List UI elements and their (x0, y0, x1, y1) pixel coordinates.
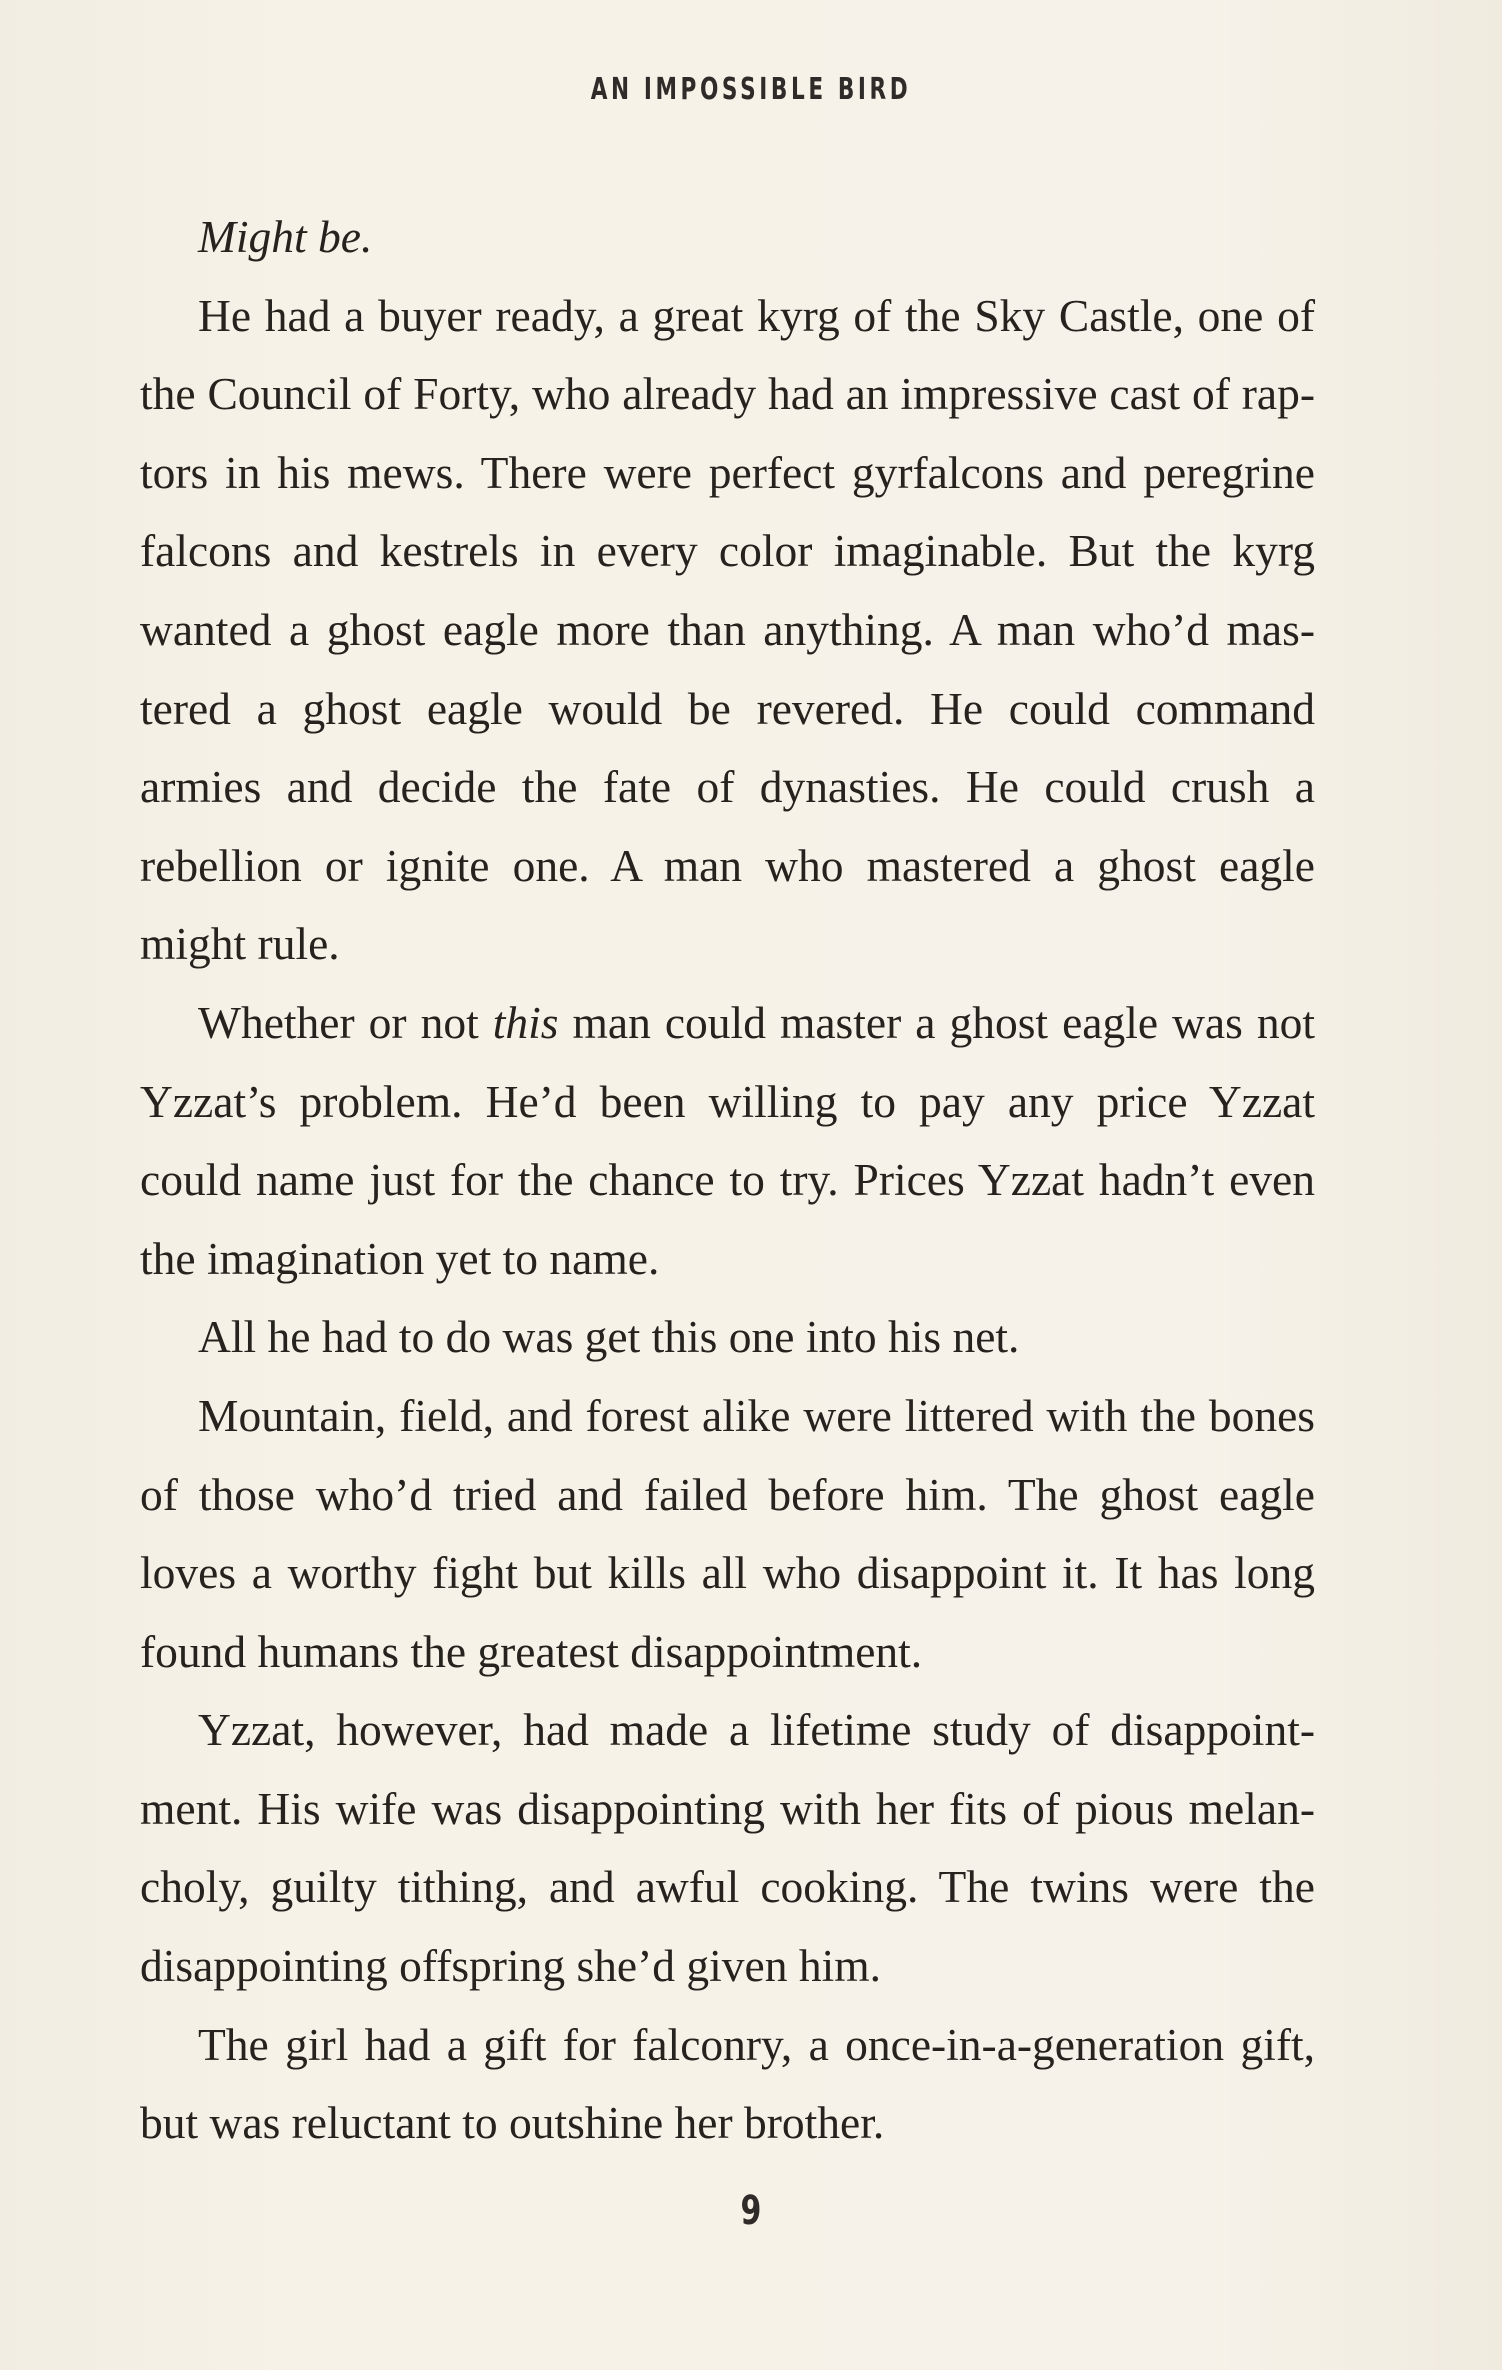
paragraph-7: The girl had a gift for falconry, a once-in-a-generation gift, but was reluctant to outshine her brother. (140, 2018, 1315, 2149)
page-number: 9 (740, 2188, 762, 2234)
body-text (140, 198, 1315, 2163)
paragraph-3-after: man could master a ghost eagle was not Yzzat’s problem. He’d been willing to pay any price Yzzat could name just for the chance to try. Prices Yzzat hadn’t even the imagination yet to name. (140, 996, 1315, 1284)
paragraph-3-before: Whether or not (198, 996, 493, 1048)
paragraph-6: Yzzat, however, had made a lifetime study of disappointment. His wife was disappointing with her fits of pious melancholy, guilty tithing, and awful cooking. The twins were the disappointing offspring she’d given him. (140, 1704, 1315, 1992)
paragraph-3 (140, 984, 1315, 1298)
paragraph-4: All he had to do was get this one into his net. (198, 1311, 1020, 1363)
paragraph-3-italic: this (492, 996, 559, 1048)
paragraph-1-text: Might be. (198, 211, 373, 262)
running-head: AN IMPOSSIBLE BIRD (590, 72, 912, 107)
paragraph-1 (140, 198, 1315, 277)
paragraph-5: Mountain, field, and forest alike were littered with the bones of those who’d tried and failed before him. The ghost eagle loves a worthy fight but kills all who disappoint it. It has long found humans the greatest disappointment. (140, 1389, 1315, 1677)
paragraph-2: He had a buyer ready, a great kyrg of the Sky Castle, one of the Council of Forty, who already had an impressive cast of raptors in his mews. There were perfect gyrfalcons and peregrine falcons and kestrels in every color imaginable. But the kyrg wanted a ghost eagle more than anything. A man who’d mastered a ghost eagle would be revered. He could command armies and decide the fate of dynasties. He could crush a rebellion or ignite one. A man who mastered a ghost eagle might rule. (140, 289, 1315, 970)
